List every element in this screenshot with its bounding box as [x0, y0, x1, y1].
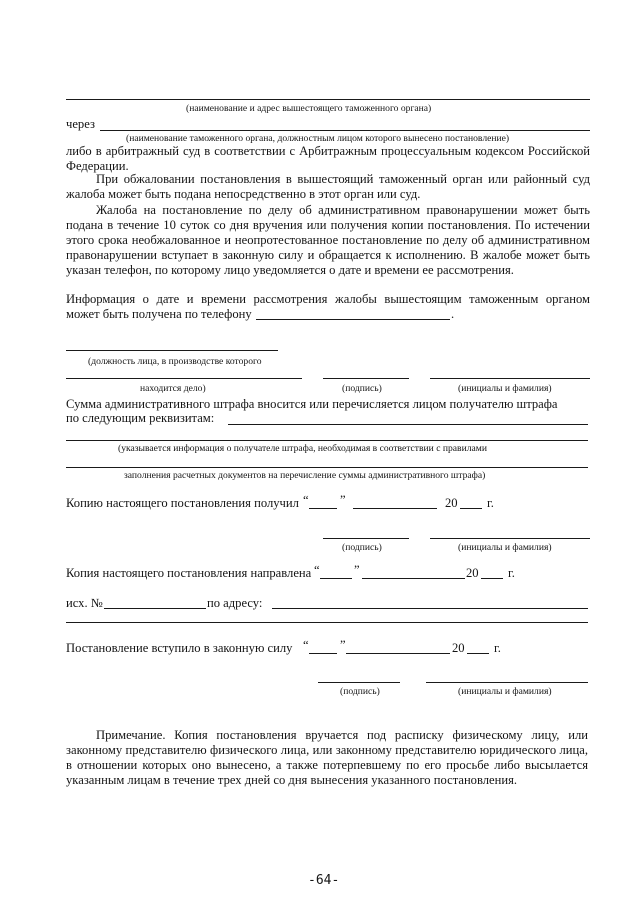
sent-year-prefix: 20	[466, 566, 479, 580]
received-day-line	[309, 508, 337, 509]
received-year-line	[460, 508, 482, 509]
sent-copy-label: Копия настоящего постановления направлена	[66, 566, 312, 580]
position-line-bottom	[66, 378, 302, 379]
phone-line	[256, 319, 450, 320]
force-year-suffix: г.	[494, 641, 501, 655]
address-line-2	[66, 622, 588, 623]
info-line1: Информация о дате и времени рассмотрения жалобы вышестоящим таможенным органом	[66, 292, 590, 306]
note-text: Примечание. Копия постановления вручается под расписку физическому лицу, или законному представителю физического лица, или законному представителю юридического лица, в отношении которых оно вынесено, а также потерпевшему по его просьбе либо высылается указанным лицам в течение трех дней со дня вынесения указанного постановления.	[66, 728, 588, 787]
force-year-line	[467, 653, 489, 654]
fine-details-line-3	[66, 467, 588, 468]
caption-signature-2: (подпись)	[342, 542, 382, 553]
paragraph-appeal-court: При обжаловании постановления в вышестоящий таможенный орган или районный суд жалоба может быть подана непосредственно в этот орган или суд.	[66, 172, 590, 201]
signature-line-3	[318, 682, 400, 683]
info-line2-prefix: может быть получена по телефону	[66, 307, 252, 321]
force-year-prefix: 20	[452, 641, 465, 655]
superior-organ-line	[66, 99, 590, 100]
force-month-line	[346, 653, 450, 654]
caption-initials-1: (инициалы и фамилия)	[458, 383, 552, 394]
force-quote-close: ”	[340, 638, 346, 652]
received-copy-label: Копию настоящего постановления получил	[66, 496, 299, 510]
received-month-line	[353, 508, 437, 509]
fine-details-line-1	[228, 424, 588, 425]
force-quote-open: “	[303, 638, 309, 652]
received-quote-open: “	[303, 493, 309, 507]
force-day-line	[309, 653, 337, 654]
sent-quote-open: “	[314, 563, 320, 577]
address-label: по адресу:	[207, 596, 263, 610]
caption-position-top: (должность лица, в производстве которого	[88, 356, 262, 367]
caption-initials-3: (инициалы и фамилия)	[458, 686, 552, 697]
initials-line-1	[430, 378, 590, 379]
signature-line-2	[323, 538, 409, 539]
sent-year-suffix: г.	[508, 566, 515, 580]
caption-signature-3: (подпись)	[340, 686, 380, 697]
paragraph-deadline: Жалоба на постановление по делу об административном правонарушении может быть подана в течение 10 суток со дня вручения или получения копии постановления. По истечении этого срока необжалованное и неопротестованное постановление по делу об административном правонарушении вступает в законную силу и обращается к исполнению. В жалобе может быть указан телефон, по которому лицо уведомляется о дате и времени ее рассмотрения.	[66, 203, 590, 277]
arbitration-text: либо в арбитражный суд в соответствии с Арбитражным процессуальным кодексом Российской Федерации.	[66, 144, 590, 173]
fine-line2: по следующим реквизитам:	[66, 411, 215, 425]
initials-line-2	[430, 538, 590, 539]
sent-quote-close: ”	[354, 563, 360, 577]
caption-organ-official: (наименование таможенного органа, должностным лицом которого вынесено постановление)	[126, 133, 510, 144]
caption-initials-2: (инициалы и фамилия)	[458, 542, 552, 553]
fine-line1: Сумма административного штрафа вносится или перечисляется лицом получателю штрафа	[66, 397, 558, 411]
outgoing-no-label: исх. №	[66, 596, 103, 610]
fine-details-line-2	[66, 440, 588, 441]
signature-line-1	[323, 378, 409, 379]
outgoing-no-line	[104, 608, 206, 609]
sent-year-line	[481, 578, 503, 579]
received-year-prefix: 20	[445, 496, 458, 510]
caption-superior-organ: (наименование и адрес вышестоящего таможенного органа)	[186, 103, 432, 114]
caption-fine-info2: заполнения расчетных документов на перечисление суммы административного штрафа)	[124, 470, 486, 481]
sent-month-line	[362, 578, 465, 579]
address-line-1	[272, 608, 588, 609]
page-number: -64-	[308, 873, 340, 888]
info-line2-suffix: .	[451, 307, 455, 321]
sent-day-line	[320, 578, 352, 579]
caption-position-bottom: находится дело)	[140, 383, 206, 394]
received-quote-close: ”	[340, 493, 346, 507]
through-label: через	[66, 117, 95, 131]
organ-official-line	[100, 130, 590, 131]
position-line-top	[66, 350, 278, 351]
entered-force-label: Постановление вступило в законную силу	[66, 641, 293, 655]
received-year-suffix: г.	[487, 496, 494, 510]
caption-signature-1: (подпись)	[342, 383, 382, 394]
caption-fine-info: (указывается информация о получателе штрафа, необходимая в соответствии с правилами	[118, 443, 487, 454]
initials-line-3	[426, 682, 588, 683]
